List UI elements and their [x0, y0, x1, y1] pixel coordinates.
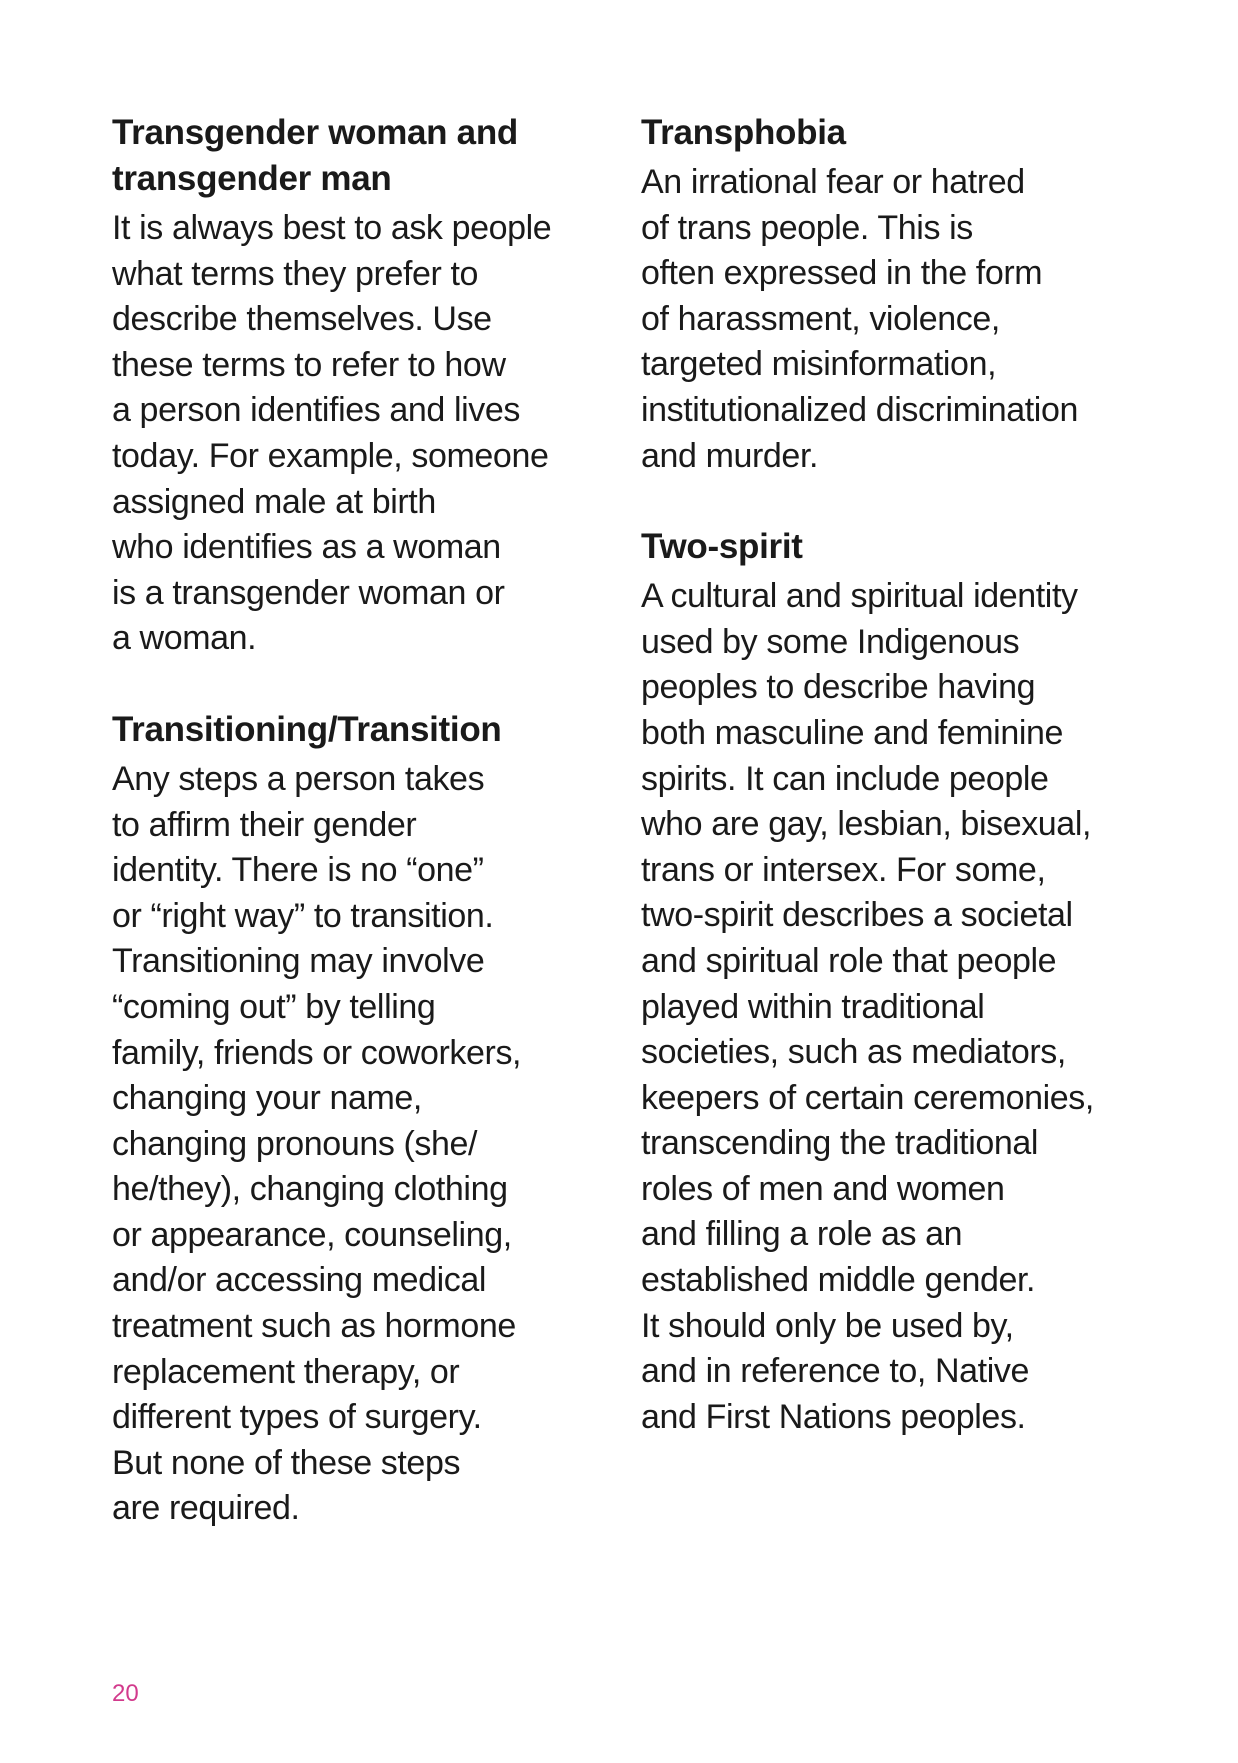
left-column	[112, 110, 632, 1577]
term-heading: Transitioning/Transition	[112, 709, 502, 749]
term-definition: It is always best to ask people what terms they prefer to describe themselves. Use these terms to refer to how a person identifies and lives today. For example, someone assigned male at birth who identifies as a woman is a transgender woman or a woman.	[112, 209, 552, 658]
term-definition: An irrational fear or hatred of trans people. This is often expressed in the form of harassment, violence, targeted misinformation, institutionalized discrimination and murder.	[641, 163, 1078, 475]
term-heading: Two-spirit	[641, 527, 803, 567]
term-definition: A cultural and spiritual identity used by some Indigenous peoples to describe having both masculine and feminine spirits. It can include people who are gay, lesbian, bisexual, trans or intersex. For some, two-spirit describes a societal and spiritual role that people played within traditional societies, such as mediators, keepers of certain ceremonies, transcending the traditional roles of men and women and filling a role as an established middle gender. It should only be used by, and in reference to, Native and First Nations peoples.	[641, 577, 1094, 1436]
term-definition: Any steps a person takes to affirm their gender identity. There is no “one” or “right way” to transition. Transitioning may involve “coming out” by telling family, friends or coworkers, changing your name, changing pronouns (she/ he/they), changing clothing or appearance, counseling, and/or accessing medical treatment such as hormone replacement therapy, or different types of surgery. But none of these steps are required.	[112, 759, 522, 1528]
page-number: 20	[112, 1680, 139, 1707]
glossary-entry-two-spirit	[641, 524, 1161, 1440]
right-column	[641, 110, 1161, 1485]
term-heading: Transphobia	[641, 113, 846, 152]
glossary-entry-transitioning	[112, 707, 632, 1532]
glossary-entry-transgender	[112, 110, 632, 662]
glossary-entry-transphobia	[641, 110, 1161, 479]
term-heading: Transgender woman and transgender man	[112, 113, 519, 198]
